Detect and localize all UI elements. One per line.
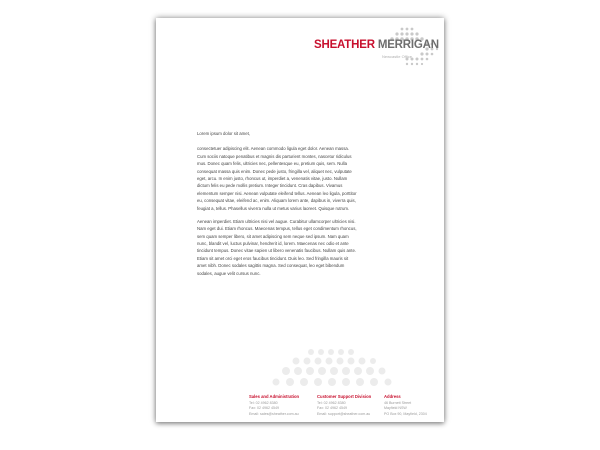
footer-support-line-3: Email: support@sheather.com.au xyxy=(317,411,371,416)
letter-greeting: Lorem ipsum dolor sit amet, xyxy=(197,131,251,136)
footer-address-line-1: 46 Burnett Street xyxy=(384,400,412,405)
letterhead-page xyxy=(156,18,444,422)
logo-word-sheather: SHEATHER xyxy=(314,39,375,51)
footer-address-title: Address xyxy=(384,394,401,399)
footer-sales-title: Sales and Administration xyxy=(249,394,300,399)
footer-support-column xyxy=(317,394,371,417)
footer-support-line-2: Fax: 02 4962 4549 xyxy=(317,406,347,411)
decorative-dots-bottom xyxy=(216,344,416,394)
company-logo xyxy=(314,39,439,51)
footer-support-line-1: Tel: 02 4962 8380 xyxy=(317,400,346,405)
footer-sales-line-1: Tel: 02 4962 8380 xyxy=(249,400,278,405)
footer-sales-column xyxy=(249,394,299,417)
logo-tagline: Newcastle Office xyxy=(382,54,412,59)
footer-sales-line-3: Email: sales@sheather.com.au xyxy=(249,411,299,416)
footer-address-line-3: PO Box 90, Mayfield, 2304 xyxy=(384,411,427,416)
letter-paragraph-1: consectetuer adipiscing elit. Aenean commodo ligula eget dolor. Aenean massa. Cum sociis natoque penatibus et magnis dis parturient montes, nascetur ridiculus mus. Donec quam felis, ultricies nec, pellentesque eu, pretium quis, sem. Nulla consequat massa quis enim. Donec pede justo, fringilla vel, aliquet nec, vulputate eget, arcu. In enim justo, rhoncus ut, imperdiet a, venenatis vitae, justo. Nullam dictum felis eu pede mollis pretium. Integer tincidunt. Cras dapibus. Vivamus elementum semper nisi. Aenean vulputate eleifend tellus. Aenean leo ligula, porttitor eu, consequat vitae, eleifend ac, enim. Aliquam lorem ante, dapibus in, viverra quis, feugiat a, tellus. Phasellus viverra nulla ut metus varius laoreet. Quisque rutrum. xyxy=(197,146,357,211)
footer-support-title: Customer Support Division xyxy=(317,394,372,399)
footer-address-line-2: Mayfield NSW xyxy=(384,406,407,411)
letter-body xyxy=(197,130,357,283)
logo-word-merrigan: MERRIGAN xyxy=(377,39,439,51)
letter-paragraph-2: Aenean imperdiet. Etiam ultricies nisi vel augue. Curabitur ullamcorper ultricies nisi. Nam eget dui. Etiam rhoncus. Maecenas tempus, tellus eget condimentum rhoncus, sem quam semper libero, sit amet adipiscing sem neque sed ipsum. Nam quam nunc, blandit vel, luctus pulvinar, hendrerit id, lorem. Maecenas nec odio et ante tincidunt tempus. Donec vitae sapien ut libero venenatis faucibus. Nullam quis ante. Etiam sit amet orci eget eros faucibus tincidunt. Duis leo. Sed fringilla mauris sit amet nibh. Donec sodales sagittis magna. Sed consequat, leo eget bibendum sodales, augue velit cursus nunc. xyxy=(197,218,357,276)
footer-sales-line-2: Fax: 02 4962 4549 xyxy=(249,406,279,411)
footer-address-column xyxy=(384,394,427,417)
